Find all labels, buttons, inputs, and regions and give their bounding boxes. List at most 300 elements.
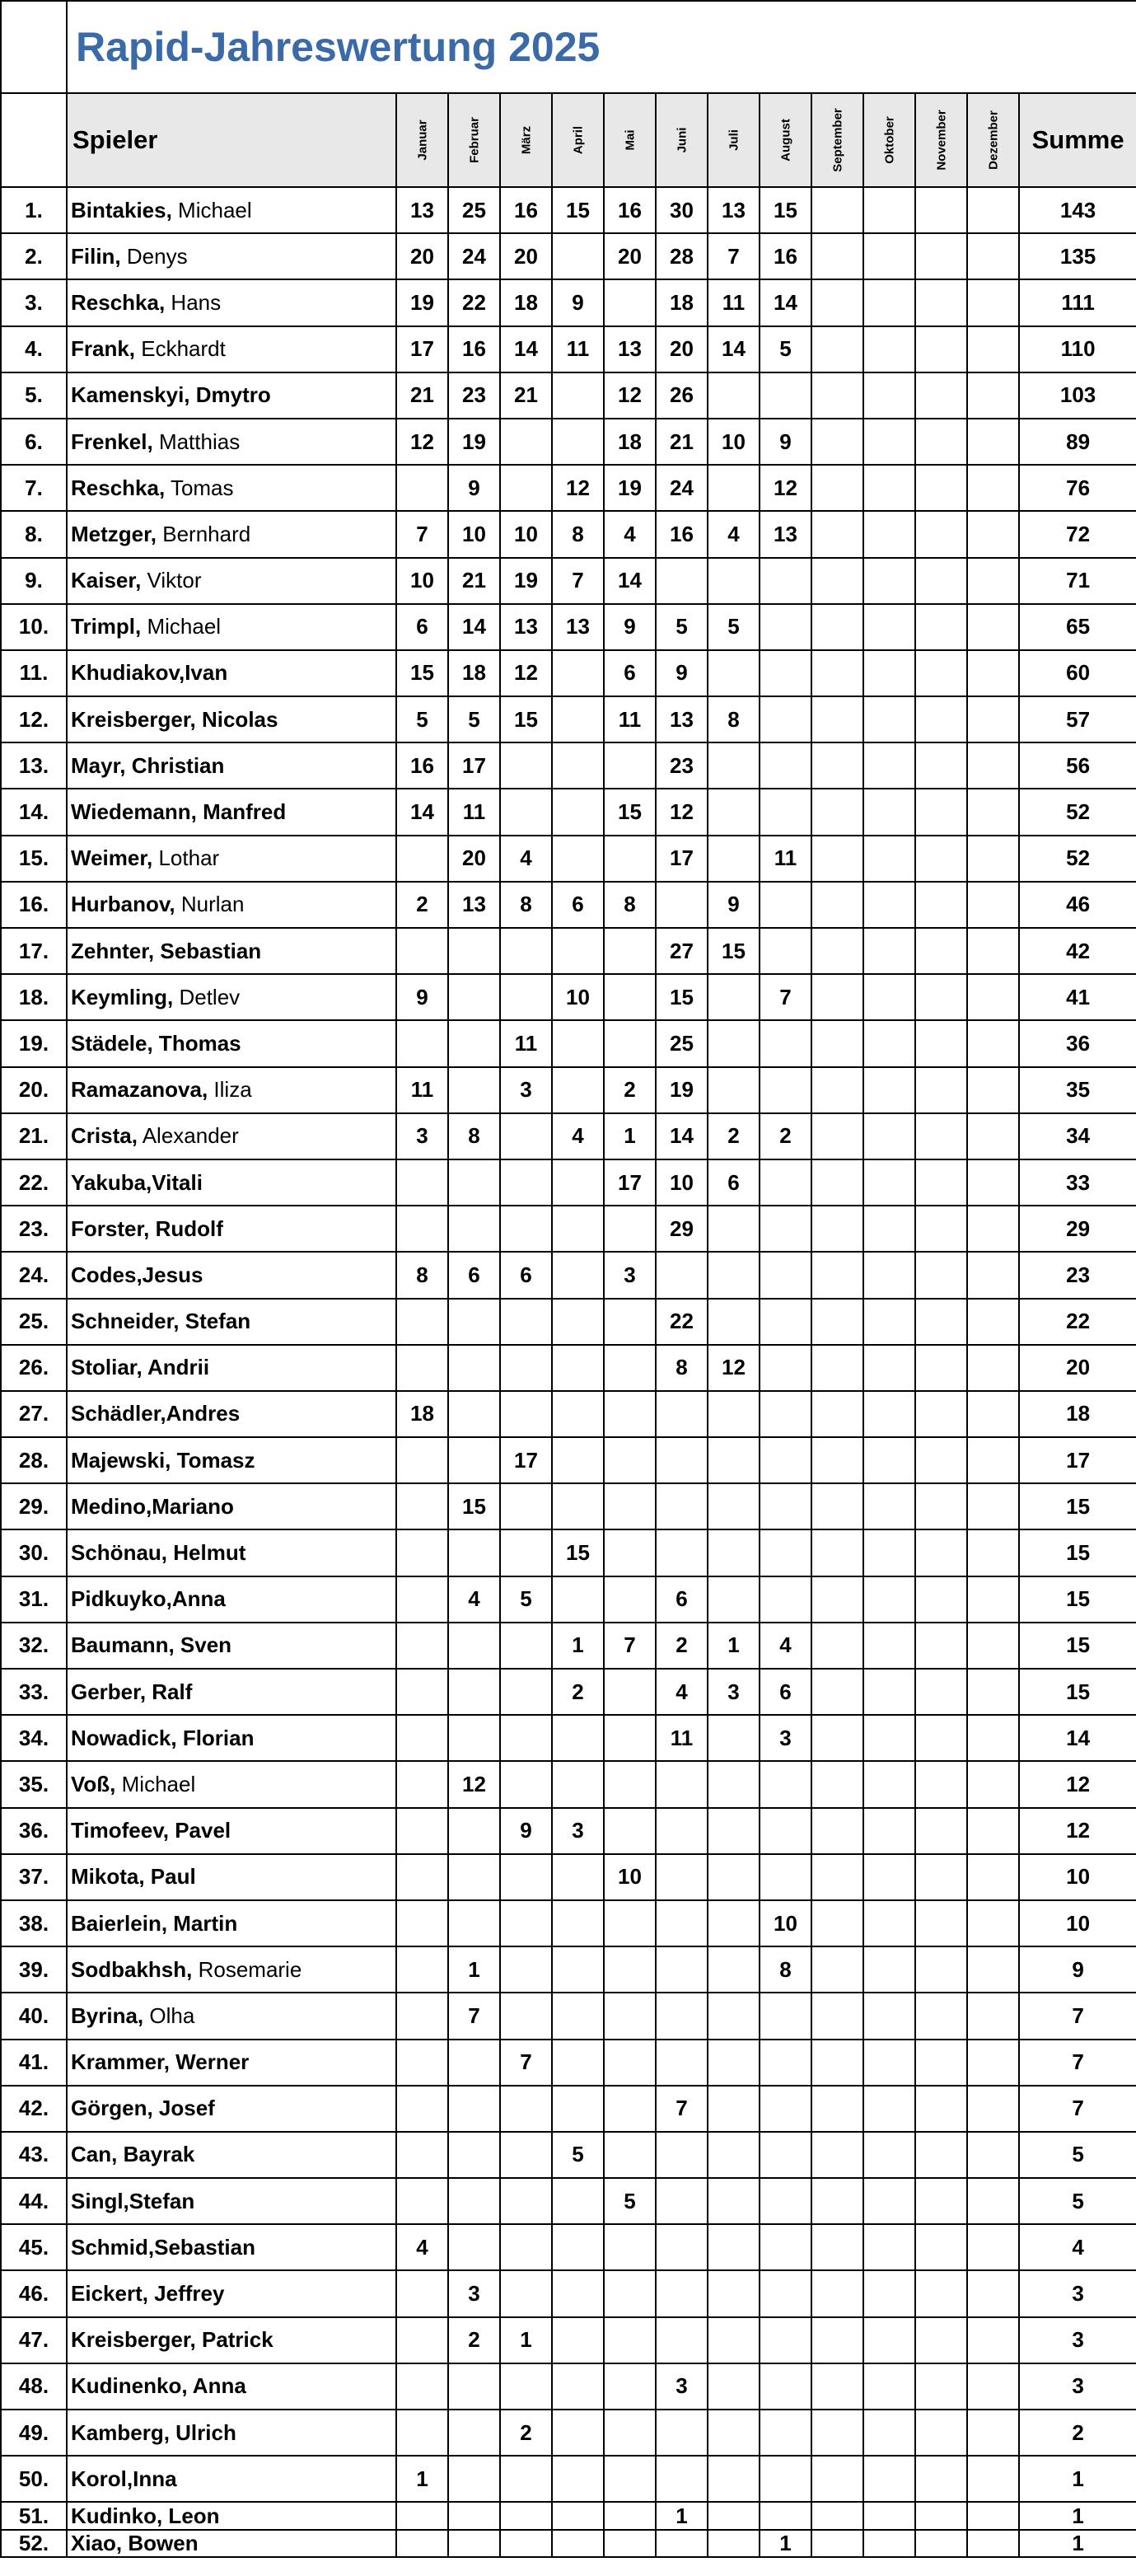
month-score-cell (915, 1669, 967, 1715)
month-score-cell (967, 2040, 1019, 2086)
sum-cell: 103 (1019, 372, 1136, 419)
month-score-cell (811, 974, 863, 1020)
month-score-cell (811, 558, 863, 604)
month-score-cell: 9 (760, 419, 811, 465)
month-score-cell (552, 650, 604, 696)
sum-cell: 22 (1019, 1299, 1136, 1345)
month-score-cell (760, 1206, 811, 1252)
rank-cell: 29. (1, 1483, 67, 1529)
month-score-cell (811, 1854, 863, 1900)
month-score-cell: 21 (500, 372, 552, 419)
sum-cell: 60 (1019, 650, 1136, 696)
month-score-cell (656, 1993, 708, 2039)
month-score-cell (811, 1206, 863, 1252)
month-score-cell (811, 2178, 863, 2224)
month-score-cell (863, 2178, 915, 2224)
month-score-cell: 11 (396, 1067, 448, 1113)
month-score-cell (915, 2363, 967, 2410)
month-score-cell (863, 974, 915, 1020)
sum-cell: 34 (1019, 1113, 1136, 1159)
month-score-cell (915, 1900, 967, 1946)
month-score-cell (863, 2410, 915, 2456)
month-score-cell (396, 1993, 448, 2039)
rank-cell: 30. (1, 1529, 67, 1576)
month-score-cell: 6 (448, 1252, 500, 1298)
month-score-cell (967, 1483, 1019, 1529)
month-score-cell (915, 1113, 967, 1159)
month-score-cell (604, 836, 656, 882)
player-lastname: Byrina, (71, 2002, 144, 2028)
month-score-cell (396, 1529, 448, 1576)
rank-cell: 38. (1, 1900, 67, 1946)
month-score-cell: 12 (396, 419, 448, 465)
month-score-cell (915, 2502, 967, 2530)
player-lastname: Frenkel, (71, 429, 153, 454)
month-score-cell (863, 2224, 915, 2270)
month-score-cell (500, 1113, 552, 1159)
month-score-cell (500, 1623, 552, 1669)
player-lastname: Kamenskyi, Dmytro (71, 382, 271, 408)
header-month-label: Oktober (882, 116, 896, 164)
rank-cell: 16. (1, 882, 67, 928)
month-score-cell (656, 2178, 708, 2224)
player-lastname: Metzger, (71, 521, 157, 546)
month-score-cell: 15 (656, 974, 708, 1020)
month-score-cell (552, 2502, 604, 2530)
month-score-cell: 3 (760, 1715, 811, 1761)
month-score-cell (967, 1669, 1019, 1715)
month-score-cell (760, 1067, 811, 1113)
month-score-cell (552, 1067, 604, 1113)
month-score-cell (708, 2456, 760, 2502)
rank-cell: 1. (1, 187, 67, 233)
player-name-cell (67, 2040, 396, 2086)
month-score-cell (915, 836, 967, 882)
month-score-cell (604, 1808, 656, 1854)
month-score-cell (863, 1808, 915, 1854)
month-score-cell (552, 2410, 604, 2456)
month-score-cell (656, 1391, 708, 1437)
month-score-cell: 11 (552, 326, 604, 372)
month-score-cell: 1 (760, 2530, 811, 2557)
player-lastname: Zehnter, Sebastian (71, 938, 262, 963)
month-score-cell (448, 1020, 500, 1066)
month-score-cell (396, 2363, 448, 2410)
month-score-cell: 6 (656, 1576, 708, 1623)
player-lastname: Baierlein, Martin (71, 1910, 238, 1936)
month-score-cell (552, 1437, 604, 1483)
month-score-cell (915, 1808, 967, 1854)
sum-cell: 2 (1019, 2410, 1136, 2456)
month-score-cell: 2 (448, 2317, 500, 2363)
table-row (1, 2040, 1136, 2086)
player-lastname: Kaiser, (71, 568, 142, 593)
rank-cell: 46. (1, 2270, 67, 2316)
month-score-cell (500, 2456, 552, 2502)
month-score-cell (552, 1345, 604, 1391)
table-row (1, 2363, 1136, 2410)
table-row (1, 2317, 1136, 2363)
rank-cell: 33. (1, 1669, 67, 1715)
corner-cell (1, 1, 67, 93)
month-score-cell (656, 1808, 708, 1854)
player-lastname: Nowadick, Florian (71, 1725, 255, 1750)
month-score-cell (760, 2410, 811, 2456)
player-name-cell (67, 1900, 396, 1946)
month-score-cell (967, 1761, 1019, 1807)
month-score-cell: 5 (500, 1576, 552, 1623)
month-score-cell (811, 372, 863, 419)
month-score-cell: 4 (396, 2224, 448, 2270)
month-score-cell (396, 2178, 448, 2224)
month-score-cell (500, 1900, 552, 1946)
sum-cell: 71 (1019, 558, 1136, 604)
month-score-cell: 12 (604, 372, 656, 419)
month-score-cell: 11 (708, 279, 760, 326)
month-score-cell (863, 2132, 915, 2178)
month-score-cell (863, 1993, 915, 2039)
month-score-cell (915, 1020, 967, 1066)
month-score-cell: 18 (396, 1391, 448, 1437)
month-score-cell (863, 789, 915, 835)
month-score-cell (604, 1529, 656, 1576)
month-score-cell (811, 789, 863, 835)
month-score-cell (863, 511, 915, 557)
month-score-cell (760, 1761, 811, 1807)
header-month-label: April (571, 125, 585, 155)
month-score-cell (708, 974, 760, 1020)
month-score-cell (967, 836, 1019, 882)
month-score-cell: 9 (448, 465, 500, 511)
month-score-cell: 1 (500, 2317, 552, 2363)
month-score-cell: 28 (656, 233, 708, 279)
rank-cell: 19. (1, 1020, 67, 1066)
month-score-cell: 6 (500, 1252, 552, 1298)
month-score-cell (708, 1483, 760, 1529)
month-score-cell: 22 (448, 279, 500, 326)
month-score-cell (863, 1391, 915, 1437)
player-firstname: Eckhardt (135, 336, 226, 362)
sum-cell: 23 (1019, 1252, 1136, 1298)
sum-cell: 1 (1019, 2456, 1136, 2502)
month-score-cell (448, 1854, 500, 1900)
month-score-cell (760, 1576, 811, 1623)
month-score-cell: 30 (656, 187, 708, 233)
month-score-cell (656, 1529, 708, 1576)
player-firstname: Lothar (152, 845, 220, 871)
month-score-cell (760, 928, 811, 974)
sum-cell: 15 (1019, 1529, 1136, 1576)
header-row (1, 93, 1136, 187)
month-score-cell (760, 1299, 811, 1345)
table-row (1, 1113, 1136, 1159)
month-score-cell (448, 1437, 500, 1483)
month-score-cell: 3 (500, 1067, 552, 1113)
month-score-cell (915, 1483, 967, 1529)
sum-cell: 10 (1019, 1900, 1136, 1946)
month-score-cell: 17 (396, 326, 448, 372)
month-score-cell (915, 2270, 967, 2316)
month-score-cell: 10 (760, 1900, 811, 1946)
month-score-cell (604, 2317, 656, 2363)
month-score-cell: 2 (500, 2410, 552, 2456)
month-score-cell (967, 2178, 1019, 2224)
month-score-cell (708, 2502, 760, 2530)
month-score-cell (708, 1067, 760, 1113)
month-score-cell (604, 1900, 656, 1946)
month-score-cell (863, 650, 915, 696)
player-lastname: Reschka, (71, 475, 166, 500)
month-score-cell: 2 (760, 1113, 811, 1159)
player-name-cell (67, 1808, 396, 1854)
table-row (1, 465, 1136, 511)
month-score-cell: 12 (552, 465, 604, 511)
month-score-cell (760, 650, 811, 696)
month-score-cell (760, 1020, 811, 1066)
rank-cell: 13. (1, 742, 67, 789)
month-score-cell (967, 1808, 1019, 1854)
month-score-cell (448, 2363, 500, 2410)
month-score-cell (448, 2132, 500, 2178)
month-score-cell (708, 1854, 760, 1900)
month-score-cell (708, 1946, 760, 1993)
player-firstname: Viktor (141, 568, 202, 593)
month-score-cell (552, 789, 604, 835)
month-score-cell: 10 (396, 558, 448, 604)
month-score-cell (552, 696, 604, 742)
month-score-cell (967, 2410, 1019, 2456)
month-score-cell (915, 1993, 967, 2039)
month-score-cell (760, 2086, 811, 2132)
month-score-cell (811, 465, 863, 511)
month-score-cell: 18 (656, 279, 708, 326)
month-score-cell (811, 1623, 863, 1669)
month-score-cell: 20 (604, 233, 656, 279)
month-score-cell (967, 650, 1019, 696)
player-name-cell (67, 2317, 396, 2363)
month-score-cell (552, 1993, 604, 2039)
month-score-cell (604, 2530, 656, 2557)
month-score-cell (500, 1715, 552, 1761)
player-lastname: Voß, (71, 1771, 116, 1796)
month-score-cell (552, 2178, 604, 2224)
month-score-cell (915, 1252, 967, 1298)
player-name-cell (67, 696, 396, 742)
player-name-cell (67, 511, 396, 557)
rank-cell: 45. (1, 2224, 67, 2270)
month-score-cell (604, 1391, 656, 1437)
player-firstname: Rosemarie (192, 1956, 302, 1982)
month-score-cell (760, 1437, 811, 1483)
month-score-cell: 13 (604, 326, 656, 372)
player-lastname: Singl,Stefan (71, 2188, 195, 2213)
month-score-cell (915, 1529, 967, 1576)
month-score-cell (967, 511, 1019, 557)
month-score-cell (604, 1483, 656, 1529)
month-score-cell: 7 (500, 2040, 552, 2086)
month-score-cell (863, 1252, 915, 1298)
month-score-cell (863, 233, 915, 279)
player-lastname: Keymling, (71, 984, 174, 1009)
month-score-cell (915, 742, 967, 789)
rank-cell: 31. (1, 1576, 67, 1623)
header-month (500, 93, 552, 187)
table-row (1, 974, 1136, 1020)
month-score-cell: 7 (656, 2086, 708, 2132)
month-score-cell (708, 2410, 760, 2456)
month-score-cell (915, 1391, 967, 1437)
player-name-cell (67, 928, 396, 974)
table-row (1, 2270, 1136, 2316)
player-lastname: Bintakies, (71, 197, 172, 222)
rank-cell: 14. (1, 789, 67, 835)
month-score-cell: 10 (552, 974, 604, 1020)
month-score-cell (500, 1761, 552, 1807)
month-score-cell (760, 1252, 811, 1298)
month-score-cell (811, 326, 863, 372)
table-row (1, 1437, 1136, 1483)
month-score-cell (500, 789, 552, 835)
player-name-cell (67, 882, 396, 928)
month-score-cell (811, 1576, 863, 1623)
month-score-cell (967, 1576, 1019, 1623)
month-score-cell: 11 (656, 1715, 708, 1761)
player-name-cell (67, 1252, 396, 1298)
month-score-cell (915, 2132, 967, 2178)
month-score-cell (863, 1159, 915, 1206)
player-name-cell (67, 2530, 396, 2557)
month-score-cell (448, 1529, 500, 1576)
table-row (1, 326, 1136, 372)
sum-cell: 7 (1019, 2040, 1136, 2086)
rank-cell: 3. (1, 279, 67, 326)
month-score-cell (448, 2086, 500, 2132)
month-score-cell (760, 2178, 811, 2224)
month-score-cell (863, 1206, 915, 1252)
month-score-cell (863, 2040, 915, 2086)
month-score-cell: 2 (396, 882, 448, 928)
month-score-cell (552, 1159, 604, 1206)
table-row (1, 1159, 1136, 1206)
rank-cell: 49. (1, 2410, 67, 2456)
month-score-cell (811, 1345, 863, 1391)
month-score-cell: 2 (604, 1067, 656, 1113)
month-score-cell (396, 1669, 448, 1715)
player-lastname: Kudinko, Leon (71, 2503, 220, 2528)
header-month (604, 93, 656, 187)
month-score-cell (967, 1854, 1019, 1900)
month-score-cell: 8 (448, 1113, 500, 1159)
month-score-cell (604, 2224, 656, 2270)
month-score-cell (967, 465, 1019, 511)
month-score-cell (915, 465, 967, 511)
month-score-cell (967, 1715, 1019, 1761)
player-lastname: Korol,Inna (71, 2466, 177, 2491)
month-score-cell: 1 (604, 1113, 656, 1159)
month-score-cell (552, 1946, 604, 1993)
table-row (1, 1529, 1136, 1576)
month-score-cell (811, 1669, 863, 1715)
month-score-cell (656, 2040, 708, 2086)
table-row (1, 1299, 1136, 1345)
month-score-cell: 2 (552, 1669, 604, 1715)
month-score-cell (552, 2040, 604, 2086)
sum-cell: 9 (1019, 1946, 1136, 1993)
month-score-cell (915, 650, 967, 696)
player-firstname: Michael (171, 197, 252, 222)
table-row (1, 742, 1136, 789)
header-month (396, 93, 448, 187)
month-score-cell (863, 1113, 915, 1159)
sum-cell: 7 (1019, 1993, 1136, 2039)
player-name-cell (67, 1623, 396, 1669)
table-row (1, 1252, 1136, 1298)
month-score-cell (760, 2132, 811, 2178)
month-score-cell (967, 2317, 1019, 2363)
month-score-cell: 14 (604, 558, 656, 604)
month-score-cell (915, 882, 967, 928)
month-score-cell: 4 (552, 1113, 604, 1159)
month-score-cell (967, 1113, 1019, 1159)
month-score-cell (500, 2270, 552, 2316)
player-name-cell (67, 650, 396, 696)
header-month (967, 93, 1019, 187)
header-month-label: Juni (675, 127, 689, 153)
month-score-cell: 5 (656, 604, 708, 650)
page-title: Rapid-Jahreswertung 2025 (67, 1, 1136, 93)
player-lastname: Schädler,Andres (71, 1401, 241, 1426)
header-month-label: Juli (727, 129, 741, 151)
month-score-cell: 5 (708, 604, 760, 650)
month-score-cell: 20 (396, 233, 448, 279)
month-score-cell (863, 465, 915, 511)
player-name-cell (67, 1761, 396, 1807)
player-lastname: Forster, Rudolf (71, 1215, 223, 1241)
table-row (1, 2086, 1136, 2132)
month-score-cell (552, 1020, 604, 1066)
month-score-cell (811, 279, 863, 326)
month-score-cell: 4 (604, 511, 656, 557)
month-score-cell (604, 974, 656, 1020)
sum-cell: 3 (1019, 2270, 1136, 2316)
rank-cell: 27. (1, 1391, 67, 1437)
month-score-cell: 8 (396, 1252, 448, 1298)
month-score-cell (760, 742, 811, 789)
header-month-label: November (934, 110, 948, 171)
player-name-cell (67, 187, 396, 233)
table-row (1, 836, 1136, 882)
month-score-cell: 20 (656, 326, 708, 372)
player-lastname: Gerber, Ralf (71, 1679, 193, 1704)
player-name-cell (67, 1067, 396, 1113)
month-score-cell: 11 (448, 789, 500, 835)
player-firstname: Michael (115, 1771, 196, 1796)
month-score-cell (811, 1020, 863, 1066)
month-score-cell (811, 604, 863, 650)
player-firstname: Alexander (137, 1123, 239, 1149)
month-score-cell (915, 1067, 967, 1113)
player-lastname: Mayr, Christian (71, 752, 225, 778)
month-score-cell: 13 (656, 696, 708, 742)
month-score-cell (967, 558, 1019, 604)
month-score-cell (552, 2224, 604, 2270)
month-score-cell (552, 742, 604, 789)
month-score-cell (656, 1761, 708, 1807)
month-score-cell (604, 1669, 656, 1715)
player-name-cell (67, 2502, 396, 2530)
month-score-cell (967, 1900, 1019, 1946)
month-score-cell (915, 1299, 967, 1345)
